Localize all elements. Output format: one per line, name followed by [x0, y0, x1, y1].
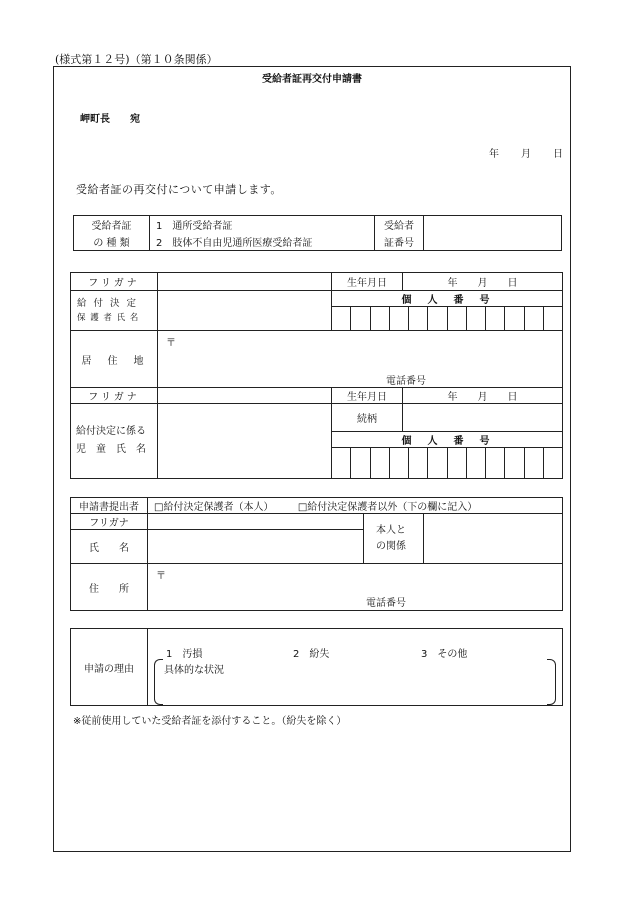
guardian-child-table — [70, 272, 563, 479]
submitter-name-field[interactable] — [148, 530, 364, 564]
intro-text: 受給者証の再交付について申請します。 — [76, 183, 282, 196]
child-personal-number-label: 個 人 番 号 — [332, 432, 563, 448]
child-name-field[interactable] — [158, 404, 332, 479]
guardian-name-label-2: 保 護 者 氏 名 — [77, 312, 140, 323]
reason-table — [70, 628, 563, 706]
reason-detail-label: 具体的な状況 — [164, 665, 224, 676]
submitter-furigana-field[interactable] — [148, 514, 364, 530]
submitter-address-label: 住 所 — [71, 564, 148, 611]
guardian-name-field[interactable] — [158, 291, 332, 331]
cert-option-1: 1 通所受給者証 — [156, 221, 233, 232]
guardian-dob-label: 生年月日 — [332, 273, 403, 291]
reason-option-1[interactable]: 1 汚損 — [166, 649, 203, 660]
date-year: 年 — [489, 149, 499, 160]
note-text: ※従前使用していた受給者証を添付すること。（紛失を除く） — [73, 716, 347, 727]
submitter-relation-field[interactable] — [424, 514, 563, 564]
submitter-option-self[interactable]: □給付決定保護者（本人） — [154, 502, 274, 513]
addressee: 岬町長 宛 — [80, 114, 140, 125]
guardian-address-label: 居 住 地 — [71, 331, 158, 388]
reason-field[interactable] — [148, 629, 563, 706]
submitter-furigana-label: フリガナ — [71, 514, 148, 530]
reason-bracket-right — [547, 659, 556, 705]
date-month: 月 — [521, 149, 531, 160]
form-number: (様式第１２号)（第１０条関係） — [55, 53, 218, 66]
reason-option-2[interactable]: 2 紛失 — [293, 649, 330, 660]
child-number-digits — [332, 448, 562, 478]
guardian-personal-number-field[interactable] — [332, 307, 563, 331]
child-name-label-1: 給付決定に係る — [76, 426, 146, 437]
cert-type-table — [73, 215, 562, 251]
reason-option-3[interactable]: 3 その他 — [421, 649, 468, 660]
guardian-name-label-1: 給 付 決 定 — [77, 297, 139, 309]
guardian-postal-mark: 〒 — [166, 338, 176, 349]
guardian-furigana-label: フリガナ — [71, 273, 158, 291]
cert-number-label-1: 受給者 — [384, 221, 414, 232]
cert-type-label-2: の 種 類 — [93, 238, 130, 249]
guardian-number-digits — [332, 307, 562, 330]
submitter-option-other[interactable]: □給付決定保護者以外（下の欄に記入） — [297, 502, 478, 513]
guardian-furigana-field[interactable] — [158, 273, 332, 291]
cert-number-label-2: 証番号 — [384, 238, 414, 249]
child-dob-field[interactable]: 年 月 日 — [403, 388, 563, 404]
submitter-label: 申請書提出者 — [71, 498, 148, 514]
date-day: 日 — [553, 149, 563, 160]
submitter-address-field[interactable] — [148, 564, 563, 611]
child-relation-label: 続柄 — [332, 404, 403, 432]
guardian-personal-number-label: 個 人 番 号 — [332, 291, 563, 307]
guardian-phone-label: 電話番号 — [386, 376, 426, 387]
cert-number-field[interactable] — [424, 216, 562, 251]
form-title: 受給者証再交付申請書 — [262, 74, 362, 85]
child-dob-label: 生年月日 — [332, 388, 403, 404]
cert-option-2: 2 肢体不自由児通所医療受給者証 — [156, 238, 313, 249]
child-relation-field[interactable] — [403, 404, 563, 432]
guardian-address-field[interactable] — [158, 331, 563, 388]
reason-bracket-left — [154, 659, 163, 705]
child-personal-number-field[interactable] — [332, 448, 563, 479]
reason-label: 申請の理由 — [71, 629, 148, 706]
submitter-name-label: 氏 名 — [71, 530, 148, 564]
cert-type-label-1: 受給者証 — [91, 221, 132, 232]
child-furigana-field[interactable] — [158, 388, 332, 404]
child-name-label-2: 児 童 氏 名 — [76, 444, 146, 455]
child-furigana-label: フリガナ — [71, 388, 158, 404]
submitter-table — [70, 497, 563, 611]
submitter-relation-label-1: 本人と — [376, 524, 406, 536]
submitter-phone-label: 電話番号 — [366, 598, 406, 609]
submitter-relation-label-2: の関係 — [376, 540, 406, 552]
submitter-postal-mark: 〒 — [156, 571, 166, 582]
guardian-dob-field[interactable]: 年 月 日 — [403, 273, 563, 291]
